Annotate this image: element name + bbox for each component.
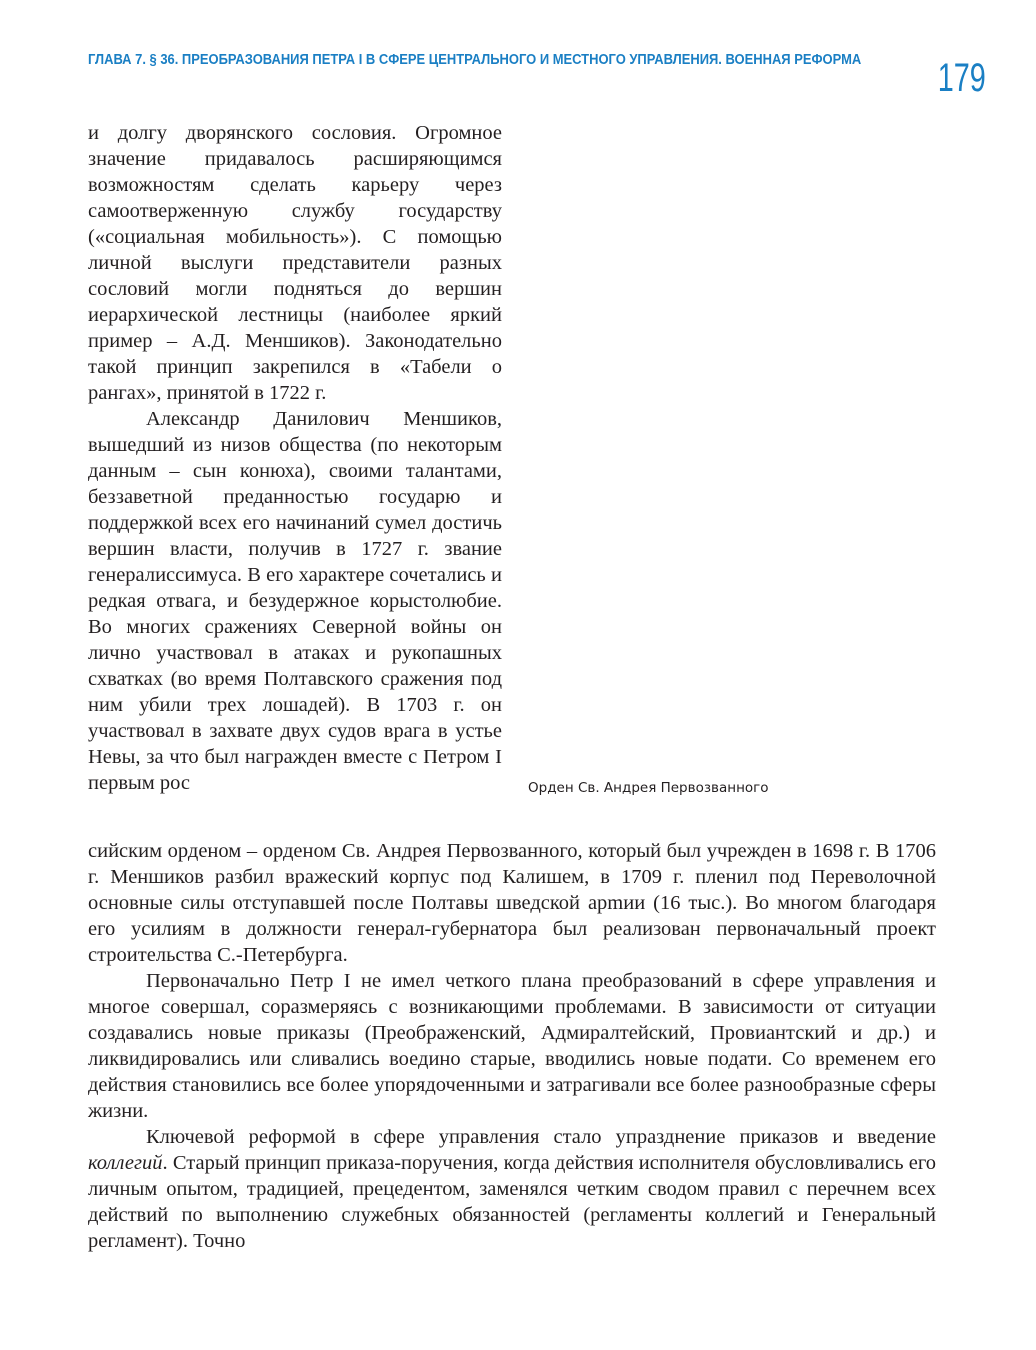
figure-caption: Орден Св. Андрея Первозванного — [528, 780, 769, 796]
full-width-text — [88, 838, 936, 1254]
paragraph-3: Первоначально Петр I не имел четкого плана преобразований в сфере управления и многое совершал, соразмеряясь с возникающими проблемами. В зависимости от ситуации создавались новые приказы (Преображенский, Адмиралтейский, Провиантский и др.) и ликвидировались или сливались воедино старые, вводились новые подати. Со временем его действия становились все более упорядоченными и затрагивали все более разнообразные сферы жизни. — [88, 970, 936, 1122]
paragraph-2-start — [88, 406, 502, 796]
paragraph-4 — [88, 1124, 936, 1254]
paragraph-2-continuation — [88, 838, 936, 968]
paragraph-1: и долгу дворянского сословия. Огромное значение придавалось расширяющимся возможностям сделать карьеру через самоотверженную службу государству («социальная мобильность»). С помощью личной выслуги представители разных сословий могли подняться до вершин иерархической лестницы (наиболее яркий пример – А.Д. Меншиков). Законодательно такой принцип закрепился в «Табели о рангах», принятой в 1722 г. — [88, 122, 502, 404]
paragraph-4-start: Ключевой реформой в сфере управления стало упразднение приказов и введение — [146, 1126, 936, 1148]
order-image-placeholder — [520, 118, 940, 768]
paragraph-4-end: . Старый принцип приказа-поручения, когда действия исполнителя обусловливались его личным опытом, традицией, прецедентом, заменялся четким сводом правил с перечнем всех действий по выполнению служебных обязанностей (регламенты коллегий и Генеральный регламент). Точно — [88, 1152, 936, 1252]
running-head: ГЛАВА 7. § 36. ПРЕОБРАЗОВАНИЯ ПЕТРА I В СФЕРЕ ЦЕНТРАЛЬНОГО И МЕСТНОГО УПРАВЛЕНИЯ. ВОЕННАЯ РЕФОРМА — [88, 52, 862, 68]
page-number: 179 — [937, 56, 986, 100]
paragraph-2-text: Александр Данилович Меншиков, вышедший из низов общества (по некоторым данным – сын конюха), своими талантами, беззаветной преданностью государю и поддержкой всех его начинаний сумел достичь вершин власти, получив в 1727 г. звание генералиссимуса. В его характере сочетались и редкая отвага, и безудержное корыстолюбие. Во многих сражениях Северной войны он лично участвовал в атаках и рукопашных схватках (во время Полтавского сражения под ним убили трех лошадей). В 1703 г. он участвовал в захвате двух судов врага в устье Невы, за что был награжден вместе с Петром I первым рос — [88, 408, 502, 794]
column-text — [88, 120, 502, 796]
paragraph-2-rest: сийским орденом – орденом Св. Андрея Первозванного, который был учрежден в 1698 г. В 1706 г. Меншиков разбил вражеский корпус под Калишем, в 1709 г. пленил под Переволочной основные силы отступавшей после Полтавы шведской арmии (16 тыс.). Во многом благодаря его усилиям в должности генерал-губернатора был реализован первоначальный проект строительства С.-Петербурга. — [88, 840, 936, 966]
term-kollegii: коллегий — [88, 1152, 163, 1174]
